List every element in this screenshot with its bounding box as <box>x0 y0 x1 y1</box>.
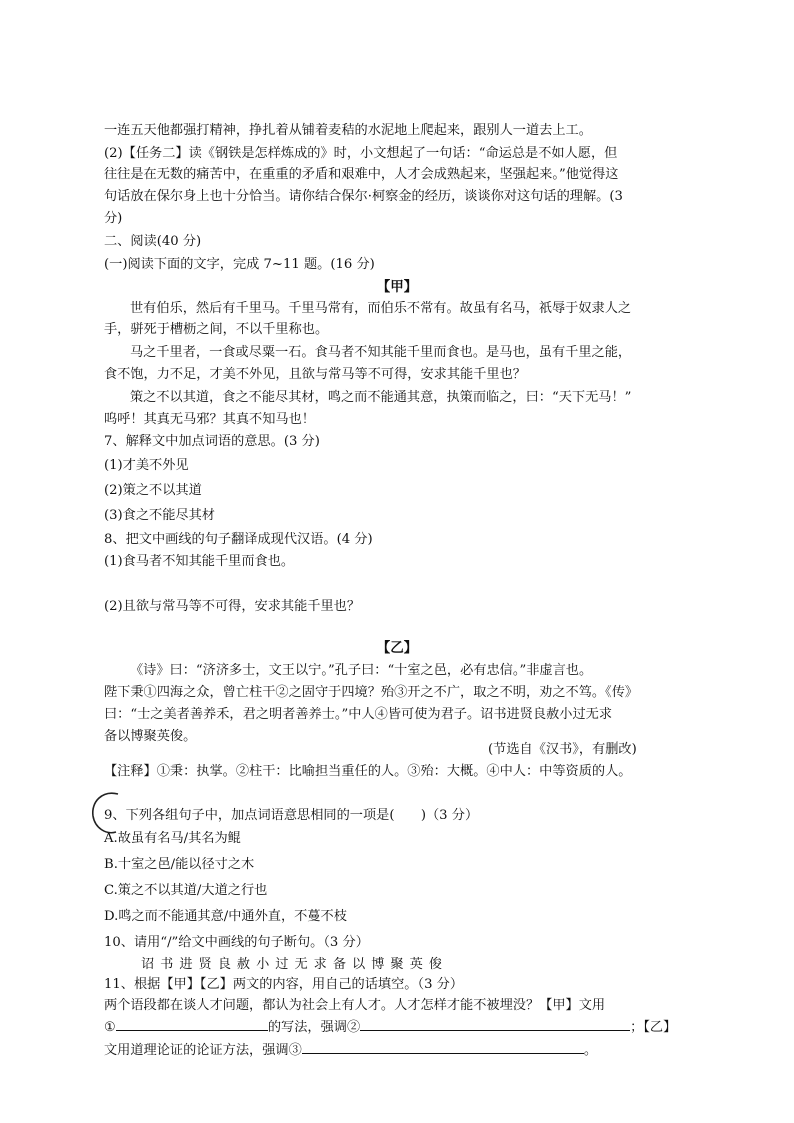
reading-part-one-instruction: (一)阅读下面的文字，完成 7~11 题。(16 分) <box>104 257 375 272</box>
passage-jia-line: 呜呼！其真无马邪？其真不知马也！ <box>104 412 315 427</box>
question-11-text: ；【乙】 <box>630 1020 677 1035</box>
passage-yi-line: 曰：“士之美者善养禾，君之明者善养士。”中人④皆可使为君子。诏书进贤良赦小过无求 <box>104 707 613 722</box>
passage-jia-line: 食不饱，力不足，才美不外见，且欲与常马等不可得，安求其能千里也？ <box>104 367 526 382</box>
question-9-option: C.策之不以其道/大道之行也 <box>104 883 268 898</box>
question-11-stem: 11、根据【甲】【乙】两文的内容，用自己的话填空。（3 分） <box>104 977 464 992</box>
question-11-fill-row <box>104 1041 597 1061</box>
question-7-item: (1)才美不外见 <box>104 458 189 473</box>
question-11-text: 文用道理论证的论证方法，强调③ <box>104 1043 302 1058</box>
question-11-fill-row <box>104 1018 676 1038</box>
passage-jia-line: 策之不以其道，食之不能尽其材，鸣之而不能通其意，执策而临之，曰：“天下无马！” <box>130 390 632 405</box>
passage-jia-line: 马之千里者，一食或尽粟一石。食马者不知其能千里而食也。是马也，虽有千里之能， <box>130 345 632 360</box>
passage-yi-line: 备以博聚英俊。 <box>104 729 197 744</box>
passage-jia-line: 手，骈死于槽枥之间，不以千里称也。 <box>104 322 329 337</box>
answer-blank-3[interactable] <box>302 1041 584 1054</box>
question-9-option: D.鸣之而不能通其意/中通外直，不蔓不枝 <box>104 909 347 924</box>
passage-yi-line: 《诗》曰：“济济多士，文王以宁。”孔子曰：“十室之邑，必有忠信。”非虚言也。 <box>130 663 593 678</box>
passage-yi-title: 【乙】 <box>376 640 418 656</box>
task2-line-1: (2)【任务二】读《钢铁是怎样炼成的》时，小文想起了一句话：“命运总是不如人愿，但 <box>104 146 618 161</box>
blank-marker-1: ① <box>104 1020 116 1035</box>
task2-line-4: 分) <box>104 211 123 226</box>
question-9-stem: 9、下列各组句子中，加点词语意思相同的一项是( )（3 分） <box>104 808 479 823</box>
source-note: (节选自《汉书》，有删改) <box>488 742 637 757</box>
answer-blank-1[interactable] <box>116 1018 268 1031</box>
task2-line-3: 句话放在保尔身上也十分恰当。请你结合保尔·柯察金的经历，谈谈你对这句话的理解。(3 <box>104 189 623 204</box>
passage-yi-line: 陛下秉①四海之众，曾亡柱干②之固守于四境？殆③开之不广，取之不明，劝之不笃。《传》 <box>104 685 639 700</box>
annotation-line: 【注释】①秉：执掌。②柱干：比喻担当重任的人。③殆：大概。④中人：中等资质的人。 <box>104 764 632 779</box>
question-11-text: 两个语段都在谈人才问题，都认为社会上有人才。人才怎样才能不被埋没？【甲】文用 <box>104 998 606 1013</box>
question-8-item: (1)食马者不知其能千里而食也。 <box>104 554 295 569</box>
question-8-item: (2)且欲与常马等不可得，安求其能千里也？ <box>104 599 361 614</box>
continued-text-line: 一连五天他都强打精神，挣扎着从铺着麦秸的水泥地上爬起来，跟别人一道去上工。 <box>104 123 592 138</box>
passage-jia-line: 世有伯乐，然后有千里马。千里马常有，而伯乐不常有。故虽有名马，祇辱于奴隶人之 <box>130 301 632 316</box>
question-7-stem: 7、解释文中加点词语的意思。(3 分) <box>104 434 320 449</box>
question-9-option: B.十室之邑/能以径寸之木 <box>104 857 255 872</box>
question-9-option: A.故虽有名马/其名为鲲 <box>104 831 241 846</box>
question-11-text: 。 <box>583 1043 597 1058</box>
question-7-item: (3)食之不能尽其材 <box>104 508 215 523</box>
question-11-text: 的写法，强调② <box>267 1020 361 1035</box>
task2-line-2: 往往是在无数的痛苦中，在重重的矛盾和艰难中，人才会成熟起来，坚强起来。”他觉得这 <box>104 167 619 182</box>
answer-blank-2[interactable] <box>360 1018 630 1031</box>
section-heading-reading: 二、阅读(40 分) <box>104 234 202 249</box>
question-7-item: (2)策之不以其道 <box>104 483 202 498</box>
passage-jia-title: 【甲】 <box>376 279 418 295</box>
question-10-sentence: 诏书进贤良赦小过无求备以博聚英俊 <box>141 957 448 972</box>
question-8-stem: 8、把文中画线的句子翻译成现代汉语。(4 分) <box>104 532 373 547</box>
question-10-stem: 10、请用“/”给文中画线的句子断句。（3 分） <box>104 935 369 950</box>
